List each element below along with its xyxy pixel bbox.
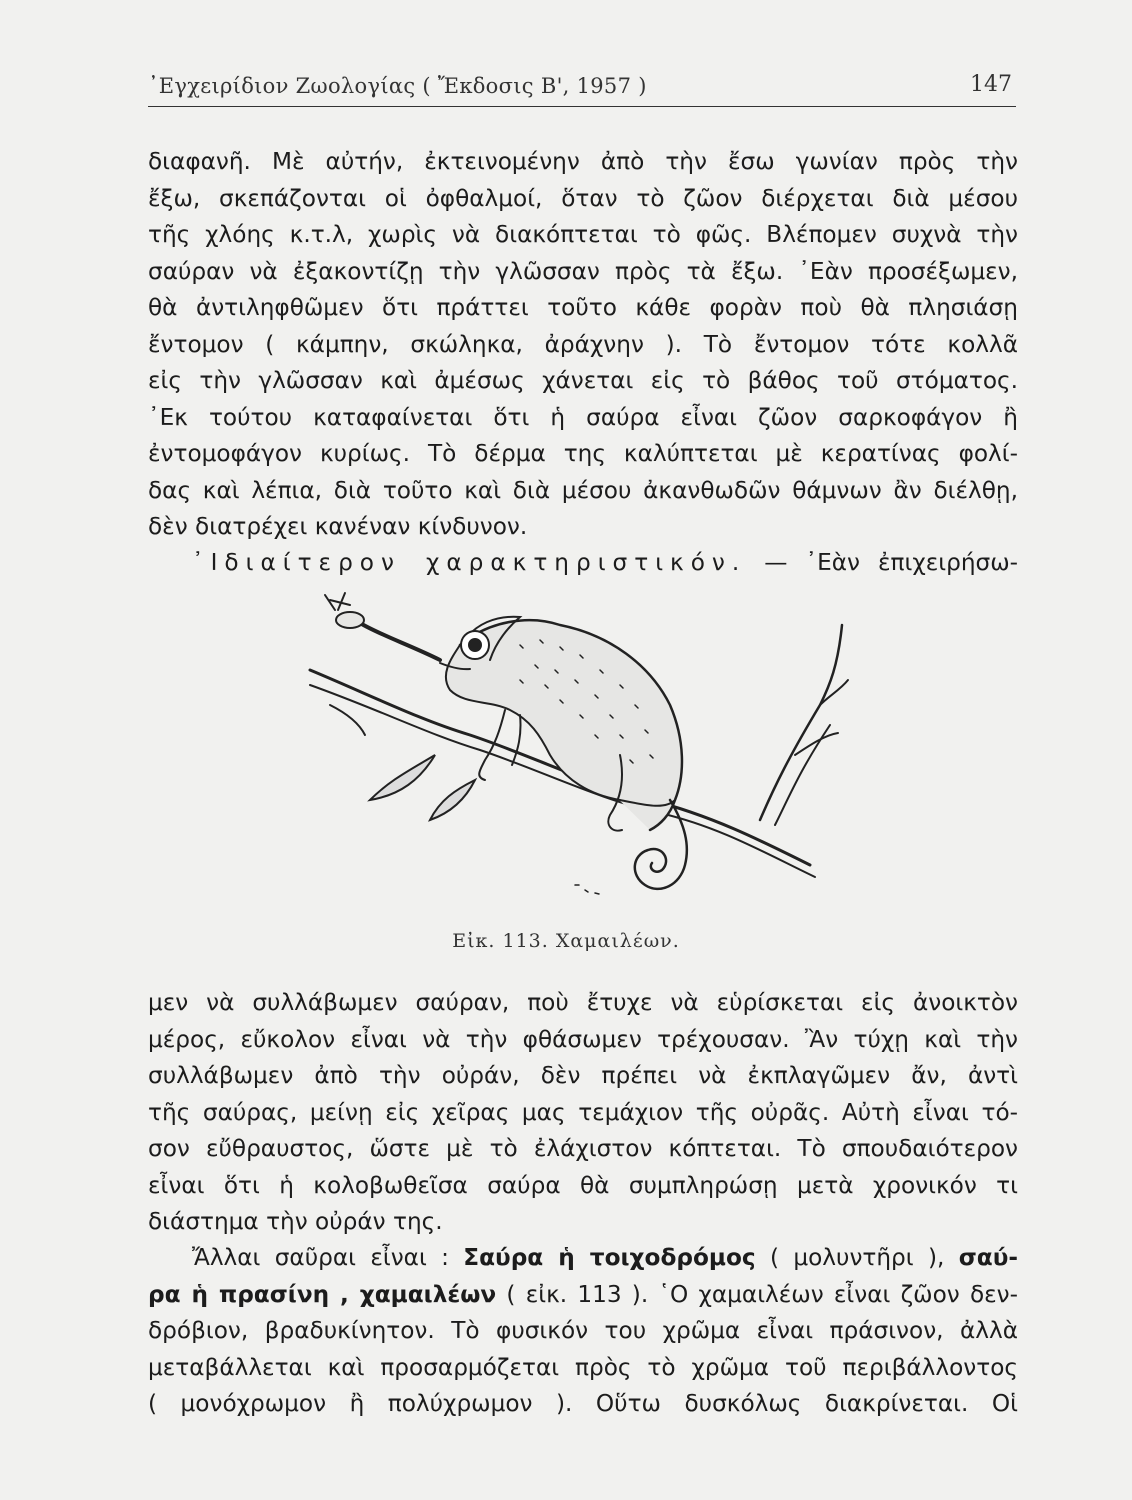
paragraph-3: [148, 1240, 1018, 1423]
text-line: συλλάβωμεν ἀπὸ τὴν οὐράν, δὲν πρέπει νὰ ἐκπλαγῶμεν ἄν, ἀντὶ: [148, 1062, 1018, 1089]
text-line: [148, 545, 1018, 582]
text-line: ἔντομον ( κάμπην, σκώληκα, ἀράχνην ). Τὸ ἔντομον τότε κολλᾶ: [148, 330, 1018, 358]
text-line: ἐντομοφάγον κυρίως. Τὸ δέρμα της καλύπτεται μὲ κερατίνας φολί-: [148, 440, 1018, 467]
species-name: σαύ-: [958, 1244, 1018, 1271]
text-line: διαφανῆ. Μὲ αὐτήν, ἐκτεινομένην ἀπὸ τὴν ἔσω γωνίαν πρὸς τὴν: [148, 148, 1018, 175]
text-line: θὰ ἀντιληφθῶμεν ὅτι πράττει τοῦτο κάθε φορὰν ποὺ θὰ πλησιάσῃ: [148, 294, 1018, 321]
book-title: ᾿Εγχειρίδιον Ζωολογίας ( Ἔκδοσις Β', 1957 ): [148, 74, 647, 98]
text-line: μεν νὰ συλλάβωμεν σαύραν, ποὺ ἔτυχε νὰ εὑρίσκεται εἰς ἀνοικτὸν: [148, 989, 1018, 1016]
text-line: ( μονόχρωμον ἢ πολύχρωμον ). Οὕτω δυσκόλως διακρίνεται. Οἱ: [148, 1390, 1018, 1417]
spaced-heading: ᾿Ιδιαίτερον χαρακτηριστικόν.: [192, 549, 747, 576]
paragraph-1: [148, 144, 1018, 546]
text-line: μεταβάλλεται καὶ προσαρμόζεται πρὸς τὸ χρῶμα τοῦ περιβάλλοντος: [148, 1353, 1018, 1381]
text-line: μέρος, εὔκολον εἶναι νὰ τὴν φθάσωμεν τρέχουσαν. Ἂν τύχῃ καὶ τὴν: [148, 1025, 1018, 1053]
chameleon-drawing: [290, 585, 850, 925]
special-heading-line: [148, 545, 1018, 582]
text-run: ( μολυντῆρι ),: [755, 1244, 959, 1271]
species-name: Σαύρα ἡ τοιχοδρόμος: [463, 1244, 756, 1271]
text-line: σον εὔθραυστος, ὥστε μὲ τὸ ἐλάχιστον κόπτεται. Τὸ σπουδαιότερον: [148, 1135, 1018, 1162]
heading-continuation: — ᾿Εὰν ἐπιχειρήσω-: [764, 549, 1018, 576]
text-line: διάστημα τὴν οὐράν της.: [148, 1208, 443, 1235]
page-number: 147: [970, 72, 1012, 97]
chameleon-illustration: [290, 585, 850, 925]
text-line: εἶναι ὅτι ἡ κολοβωθεῖσα σαύρα θὰ συμπληρώσῃ μετὰ χρονικόν τι: [148, 1171, 1018, 1199]
text-line: δρόβιον, βραδυκίνητον. Τὸ φυσικόν του χρῶμα εἶναι πράσινον, ἀλλὰ: [148, 1317, 1018, 1344]
text-line: ἔξω, σκεπάζονται οἱ ὀφθαλμοί, ὅταν τὸ ζῶον διέρχεται διὰ μέσου: [148, 184, 1018, 212]
text-line: [148, 1277, 1018, 1314]
running-header: [148, 66, 1016, 107]
text-run: Ἄλλαι σαῦραι εἶναι :: [192, 1244, 464, 1271]
text-line: δὲν διατρέχει κανέναν κίνδυνον.: [148, 513, 528, 540]
text-line: εἰς τὴν γλῶσσαν καὶ ἀμέσως χάνεται εἰς τὸ βάθος τοῦ στόματος.: [148, 367, 1018, 394]
text-line: τῆς σαύρας, μείνῃ εἰς χεῖρας μας τεμάχιον τῆς οὐρᾶς. Αὐτὴ εἶναι τό-: [148, 1098, 1018, 1126]
text-run: ( εἰκ. 113 ). ῾Ο χαμαιλέων εἶναι ζῶον δεν-: [496, 1280, 1018, 1308]
paragraph-2: [148, 985, 1018, 1241]
text-line: δας καὶ λέπια, διὰ τοῦτο καὶ διὰ μέσου ἀκανθωδῶν θάμνων ἂν διέλθῃ,: [148, 476, 1018, 504]
text-line: ᾿Εκ τούτου καταφαίνεται ὅτι ἡ σαύρα εἶναι ζῶον σαρκοφάγον ἢ: [148, 403, 1018, 431]
text-line: τῆς χλόης κ.τ.λ, χωρὶς νὰ διακόπτεται τὸ φῶς. Βλέπομεν συχνὰ τὴν: [148, 221, 1018, 248]
text-line: [148, 1240, 1018, 1277]
text-line: σαύραν νὰ ἐξακοντίζῃ τὴν γλῶσσαν πρὸς τὰ ἔξω. ᾿Εὰν προσέξωμεν,: [148, 257, 1018, 285]
figure-caption: Εἰκ. 113. Χαμαιλέων.: [452, 930, 680, 952]
species-name: ρα ἡ πρασίνη , χαμαιλέων: [148, 1280, 497, 1308]
